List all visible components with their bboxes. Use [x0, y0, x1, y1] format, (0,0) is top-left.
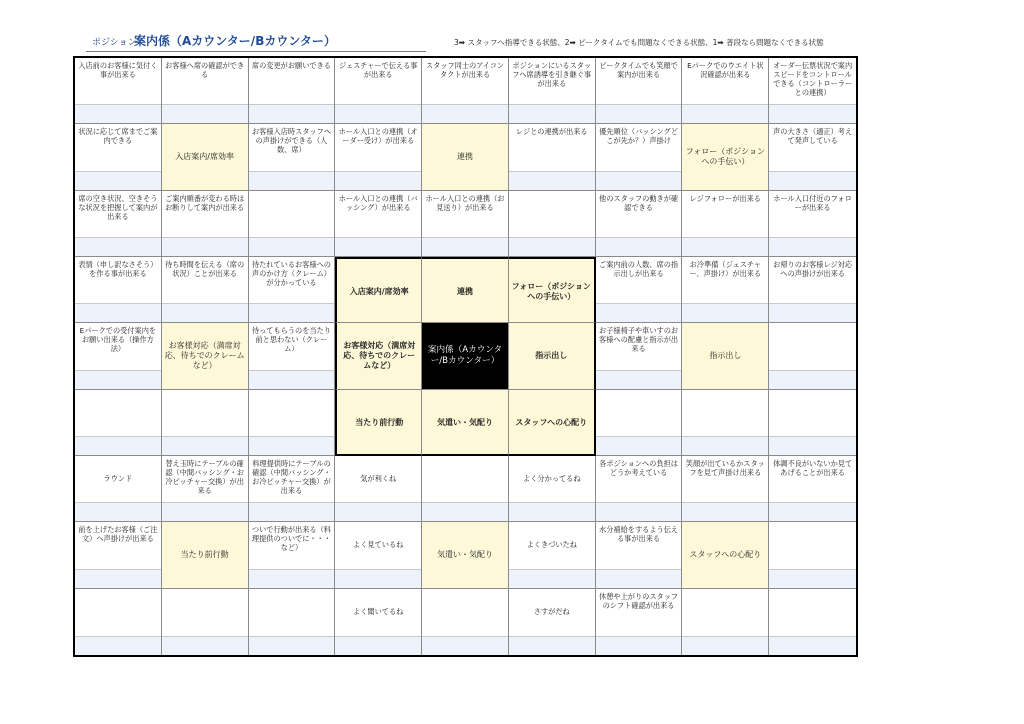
rating-entry-box[interactable] — [335, 636, 421, 655]
rating-entry-box[interactable] — [596, 502, 682, 521]
mandala-cell — [682, 191, 769, 257]
cell-text: Eパークでのウエイト状況確認が出来る — [687, 61, 764, 79]
cell-text: ポジションにいるスタッフへ席誘導を引き継ぐ事が出来る — [512, 61, 592, 88]
rating-entry-box[interactable] — [335, 569, 421, 588]
rating-entry-box[interactable] — [596, 370, 682, 389]
mandala-cell — [769, 456, 856, 522]
cell-text: よく分かってるね — [523, 474, 581, 483]
cell-text: 優先順位（バッシングどこが先か？）声掛け — [599, 127, 678, 146]
mandala-cell — [596, 124, 683, 190]
cell-text: 指示出し — [709, 351, 742, 361]
rating-entry-box[interactable] — [162, 237, 248, 256]
cell-text: 体調不良がいないか見てあげることが出来る — [773, 459, 853, 477]
cell-text: 替え玉時にテーブルの確認（中間バッシング・お冷ピッチャー交換）が出来る — [165, 459, 245, 495]
rating-entry-box[interactable] — [75, 171, 161, 190]
mandala-cell — [75, 522, 162, 588]
mandala-cell — [75, 323, 162, 389]
cell-text: オーダー伝票状況で案内スピードをコントロールできる（コントローラーとの連携） — [773, 61, 853, 97]
mandala-cell — [509, 58, 596, 124]
rating-entry-box[interactable] — [162, 502, 248, 521]
cell-text: ホール入口付近のフォローが出来る — [773, 193, 852, 212]
mandala-cell — [682, 589, 769, 655]
cell-text — [771, 522, 854, 567]
rating-entry-box[interactable] — [422, 104, 508, 123]
cell-text: 連携 — [456, 152, 473, 162]
cell-text: 席の空き状況、空きそうな状況を把握して案内が出来る — [78, 193, 158, 221]
cell-text: 連携 — [456, 287, 473, 296]
theme-cell — [422, 522, 509, 588]
cell-text — [251, 589, 333, 634]
rating-entry-box[interactable] — [335, 237, 421, 256]
mandala-cell — [509, 589, 596, 655]
cell-text — [684, 390, 766, 435]
rating-entry-box[interactable] — [596, 104, 682, 123]
rating-entry-box[interactable] — [596, 303, 682, 322]
rating-entry-box[interactable] — [509, 104, 595, 123]
cell-text: 入店案内/席効率 — [349, 287, 409, 296]
theme-cell — [335, 257, 422, 323]
mandala-cell — [335, 456, 422, 522]
cell-text: 席の変更がお願いできる — [251, 61, 331, 70]
cell-text: 待ち時間を伝える（席の状況）ことが出来る — [165, 260, 245, 278]
rating-entry-box[interactable] — [249, 171, 335, 190]
mandala-cell — [249, 390, 336, 456]
cell-text: ご案内前の人数、席の指示出しが出来る — [599, 260, 679, 278]
cell-text — [77, 589, 159, 634]
mandala-cell — [596, 522, 683, 588]
mandala-cell — [509, 456, 596, 522]
cell-text: 各ポジションへの負担はどうか考えている — [599, 459, 678, 477]
mandala-cell — [162, 58, 249, 124]
rating-entry-box[interactable] — [769, 237, 856, 256]
cell-text: 水分補給をするよう伝える事が出来る — [599, 525, 679, 544]
mandala-cell — [75, 257, 162, 323]
cell-text: ついで行動が出来る（料理提供のついでに・・・など） — [251, 525, 331, 553]
cell-text: お客様入店時スタッフへの声掛けができる（人数、席） — [251, 127, 331, 155]
rating-entry-box[interactable] — [682, 436, 768, 455]
cell-text: よく聞いてるね — [353, 606, 404, 616]
theme-cell — [509, 323, 596, 389]
mandala-cell — [162, 257, 249, 323]
cell-text: ご案内順番が変わる時はお断りして案内が出来る — [165, 193, 245, 212]
mandala-cell — [162, 456, 249, 522]
rating-entry-box[interactable] — [769, 502, 856, 521]
theme-cell — [509, 257, 596, 323]
mandala-cell — [596, 323, 683, 389]
mandala-cell — [596, 390, 683, 456]
rating-entry-box[interactable] — [509, 171, 595, 190]
mandala-cell — [422, 58, 509, 124]
cell-text — [424, 589, 506, 634]
theme-cell — [162, 522, 249, 588]
rating-entry-box[interactable] — [75, 436, 161, 455]
cell-text — [424, 456, 506, 501]
cell-text: スタッフへの心配り — [515, 417, 588, 427]
cell-text: 料理提供時にテーブルの確認（中間バッシング・お冷ピッチャー交換）が出来る — [252, 459, 331, 495]
rating-entry-box[interactable] — [509, 636, 595, 655]
rating-entry-box[interactable] — [162, 636, 248, 655]
rating-entry-box[interactable] — [682, 502, 768, 521]
cell-text: 状況に応じて席までご案内できる — [78, 127, 158, 146]
rating-entry-box[interactable] — [682, 104, 768, 123]
rating-entry-box[interactable] — [769, 104, 856, 123]
rating-entry-box[interactable] — [75, 502, 161, 521]
mandala-cell — [596, 58, 683, 124]
rating-entry-box[interactable] — [769, 303, 856, 322]
cell-text: フォロー（ポジションへの手伝い） — [511, 282, 591, 301]
cell-text: ジェスチャーで伝える事が出来る — [338, 61, 418, 79]
cell-text: スタッフへの心配り — [689, 550, 762, 560]
cell-text: 気遣い・気配り — [436, 550, 493, 560]
rating-entry-box[interactable] — [249, 370, 335, 389]
mandala-cell — [769, 323, 856, 389]
cell-text: よく見ているね — [353, 540, 404, 550]
theme-cell — [682, 323, 769, 389]
cell-text — [164, 589, 246, 634]
theme-cell — [682, 124, 769, 190]
mandala-cell — [509, 522, 596, 588]
cell-text: 当たり前行動 — [180, 550, 229, 560]
cell-text: 入店案内/席効率 — [175, 152, 234, 162]
cell-text: 声の大きさ（適正）考えて発声している — [773, 127, 853, 146]
mandala-cell — [75, 191, 162, 257]
cell-text: お帰りのお客様レジ対応への声掛けが出来る — [773, 260, 853, 278]
mandala-cell — [75, 124, 162, 190]
position-label: ポジション — [92, 38, 137, 48]
mandala-cell — [75, 390, 162, 456]
rating-entry-box[interactable] — [769, 171, 856, 190]
cell-text: 笑顔が出ているかスタッフを見て声掛け出来る — [685, 459, 765, 477]
rating-entry-box[interactable] — [682, 237, 768, 256]
mandala-cell — [509, 191, 596, 257]
rating-entry-box[interactable] — [509, 569, 595, 588]
cell-text: ピークタイムでも笑顔で案内が出来る — [599, 61, 678, 79]
rating-entry-box[interactable] — [596, 171, 682, 190]
cell-text: 休憩や上がりのスタッフのシフト確認が出来る — [599, 591, 679, 610]
mandala-cell — [335, 589, 422, 655]
central-theme-cell — [422, 323, 509, 389]
cell-text — [771, 323, 854, 368]
rating-entry-box[interactable] — [75, 370, 161, 389]
rating-entry-box[interactable] — [509, 502, 595, 521]
cell-text: 当たり前行動 — [355, 417, 404, 427]
cell-text: 気が利くね — [360, 474, 397, 483]
cell-text: レジとの連携が出来る — [515, 127, 588, 137]
mandala-cell — [422, 191, 509, 257]
cell-text — [598, 390, 680, 435]
mandala-cell — [596, 589, 683, 655]
cell-text — [771, 390, 854, 435]
cell-text: お冷準備（ジェスチャー、声掛け）が出来る — [689, 260, 762, 278]
theme-cell — [162, 323, 249, 389]
mandala-cell — [249, 456, 336, 522]
rating-entry-box[interactable] — [249, 237, 335, 256]
rating-entry-box[interactable] — [249, 636, 335, 655]
rating-entry-box[interactable] — [596, 636, 682, 655]
cell-text: よくきづいたね — [526, 540, 577, 550]
rating-entry-box[interactable] — [162, 303, 248, 322]
rating-entry-box[interactable] — [769, 436, 856, 455]
mandala-cell — [249, 124, 336, 190]
mandala-cell — [769, 390, 856, 456]
mandala-cell — [335, 124, 422, 190]
cell-text: 待たれているお客様への声のかけ方（クレーム）が分かっている — [251, 260, 331, 287]
cell-text: ラウンド — [103, 474, 133, 483]
mandala-cell — [249, 58, 336, 124]
mandala-cell — [682, 456, 769, 522]
cell-text: 表情（申し訳なさそう）を作る事が出来る — [78, 260, 158, 278]
cell-text: レジフォローが出来る — [689, 193, 761, 203]
cell-text: フォロー（ポジションへの手伝い） — [685, 147, 765, 167]
mandala-chart-grid — [73, 56, 858, 657]
mandala-cell — [335, 58, 422, 124]
mandala-cell — [249, 191, 336, 257]
rating-entry-box[interactable] — [769, 370, 856, 389]
mandala-cell — [75, 58, 162, 124]
rating-entry-box[interactable] — [335, 171, 421, 190]
mandala-cell — [769, 124, 856, 190]
cell-text — [251, 191, 333, 236]
rating-entry-box[interactable] — [682, 636, 768, 655]
cell-text — [164, 390, 246, 435]
mandala-cell — [769, 522, 856, 588]
mandala-cell — [75, 589, 162, 655]
cell-text: 案内係（Aカウンター/Bカウンター） — [427, 345, 503, 367]
rating-entry-box[interactable] — [769, 636, 856, 655]
theme-cell — [422, 390, 509, 456]
rating-entry-box[interactable] — [509, 237, 595, 256]
mandala-cell — [769, 589, 856, 655]
cell-text: 指示出し — [535, 351, 568, 361]
rating-entry-box[interactable] — [249, 436, 335, 455]
rating-entry-box[interactable] — [162, 436, 248, 455]
cell-text: お客様へ席の確認ができる — [165, 61, 245, 79]
mandala-cell — [249, 589, 336, 655]
position-title: 案内係（Aカウンター/Bカウンター） — [134, 34, 336, 48]
mandala-cell — [682, 390, 769, 456]
cell-text: 待ってもらうのを当たり前と思わない（クレーム） — [251, 326, 331, 354]
cell-text — [771, 589, 854, 634]
mandala-cell — [422, 456, 509, 522]
mandala-cell — [596, 191, 683, 257]
rating-entry-box[interactable] — [249, 502, 335, 521]
theme-cell — [335, 390, 422, 456]
mandala-cell — [596, 257, 683, 323]
cell-text: 入店前のお客様に気付く事が出来る — [78, 61, 158, 79]
cell-text: ホール入口との連携（バッシング）が出来る — [338, 193, 418, 212]
theme-cell — [422, 257, 509, 323]
mandala-cell — [769, 191, 856, 257]
cell-text: お子様椅子や車いすのお客様への配慮と指示が出来る — [599, 326, 679, 354]
rating-entry-box[interactable] — [769, 569, 856, 588]
rating-entry-box[interactable] — [162, 104, 248, 123]
mandala-cell — [162, 390, 249, 456]
mandala-cell — [769, 58, 856, 124]
rating-entry-box[interactable] — [422, 502, 508, 521]
cell-text: お客様対応（満席対応、待ちでのクレームなど） — [164, 341, 245, 371]
theme-cell — [162, 124, 249, 190]
rating-entry-box[interactable] — [249, 303, 335, 322]
mandala-cell — [769, 257, 856, 323]
level-legend: 3➡ スタッフへ指導できる状態、2➡ ピークタイムでも問題なくできる状態、1➡ 普段なら問題なくできる状態 — [454, 38, 824, 47]
rating-entry-box[interactable] — [75, 303, 161, 322]
mandala-cell — [335, 522, 422, 588]
rating-entry-box[interactable] — [422, 636, 508, 655]
cell-text: ホール入口との連携（オーダー受け）が出来る — [338, 127, 418, 146]
rating-entry-box[interactable] — [596, 569, 682, 588]
cell-text: 他のスタッフの動きが確認できる — [599, 193, 679, 212]
cell-text: Eパークでの受付案内をお願い出来る（操作方法） — [79, 326, 157, 354]
rating-entry-box[interactable] — [335, 104, 421, 123]
cell-text — [684, 589, 766, 634]
mandala-cell — [249, 522, 336, 588]
rating-entry-box[interactable] — [682, 303, 768, 322]
rating-entry-box[interactable] — [75, 237, 161, 256]
mandala-cell — [596, 456, 683, 522]
theme-cell — [335, 323, 422, 389]
mandala-cell — [335, 191, 422, 257]
cell-text: ホール入口との連携（お見送り）が出来る — [425, 193, 505, 212]
mandala-cell — [249, 257, 336, 323]
rating-entry-box[interactable] — [596, 436, 682, 455]
cell-text — [251, 390, 333, 435]
cell-text: お客様対応（満席対応、待ちでのクレームなど） — [343, 341, 416, 371]
rating-entry-box[interactable] — [422, 237, 508, 256]
header-underline — [86, 33, 426, 52]
cell-text — [511, 191, 593, 236]
cell-text: 気遣い・気配り — [436, 417, 493, 427]
rating-entry-box[interactable] — [335, 502, 421, 521]
mandala-cell — [682, 58, 769, 124]
cell-text: 前を上げたお客様（ご注文）へ声掛けが出来る — [78, 525, 158, 544]
mandala-cell — [162, 191, 249, 257]
mandala-cell — [162, 589, 249, 655]
theme-cell — [682, 522, 769, 588]
rating-entry-box[interactable] — [75, 569, 161, 588]
theme-cell — [509, 390, 596, 456]
rating-entry-box[interactable] — [596, 237, 682, 256]
cell-text: さすがだね — [533, 606, 570, 616]
mandala-cell — [249, 323, 336, 389]
cell-text — [77, 390, 159, 435]
mandala-cell — [682, 257, 769, 323]
rating-entry-box[interactable] — [75, 104, 161, 123]
rating-entry-box[interactable] — [249, 104, 335, 123]
mandala-cell — [509, 124, 596, 190]
cell-text: スタッフ同士のアイコンタクトが出来る — [425, 61, 505, 79]
rating-entry-box[interactable] — [249, 569, 335, 588]
mandala-cell — [422, 589, 509, 655]
theme-cell — [422, 124, 509, 190]
rating-entry-box[interactable] — [75, 636, 161, 655]
mandala-cell — [75, 456, 162, 522]
